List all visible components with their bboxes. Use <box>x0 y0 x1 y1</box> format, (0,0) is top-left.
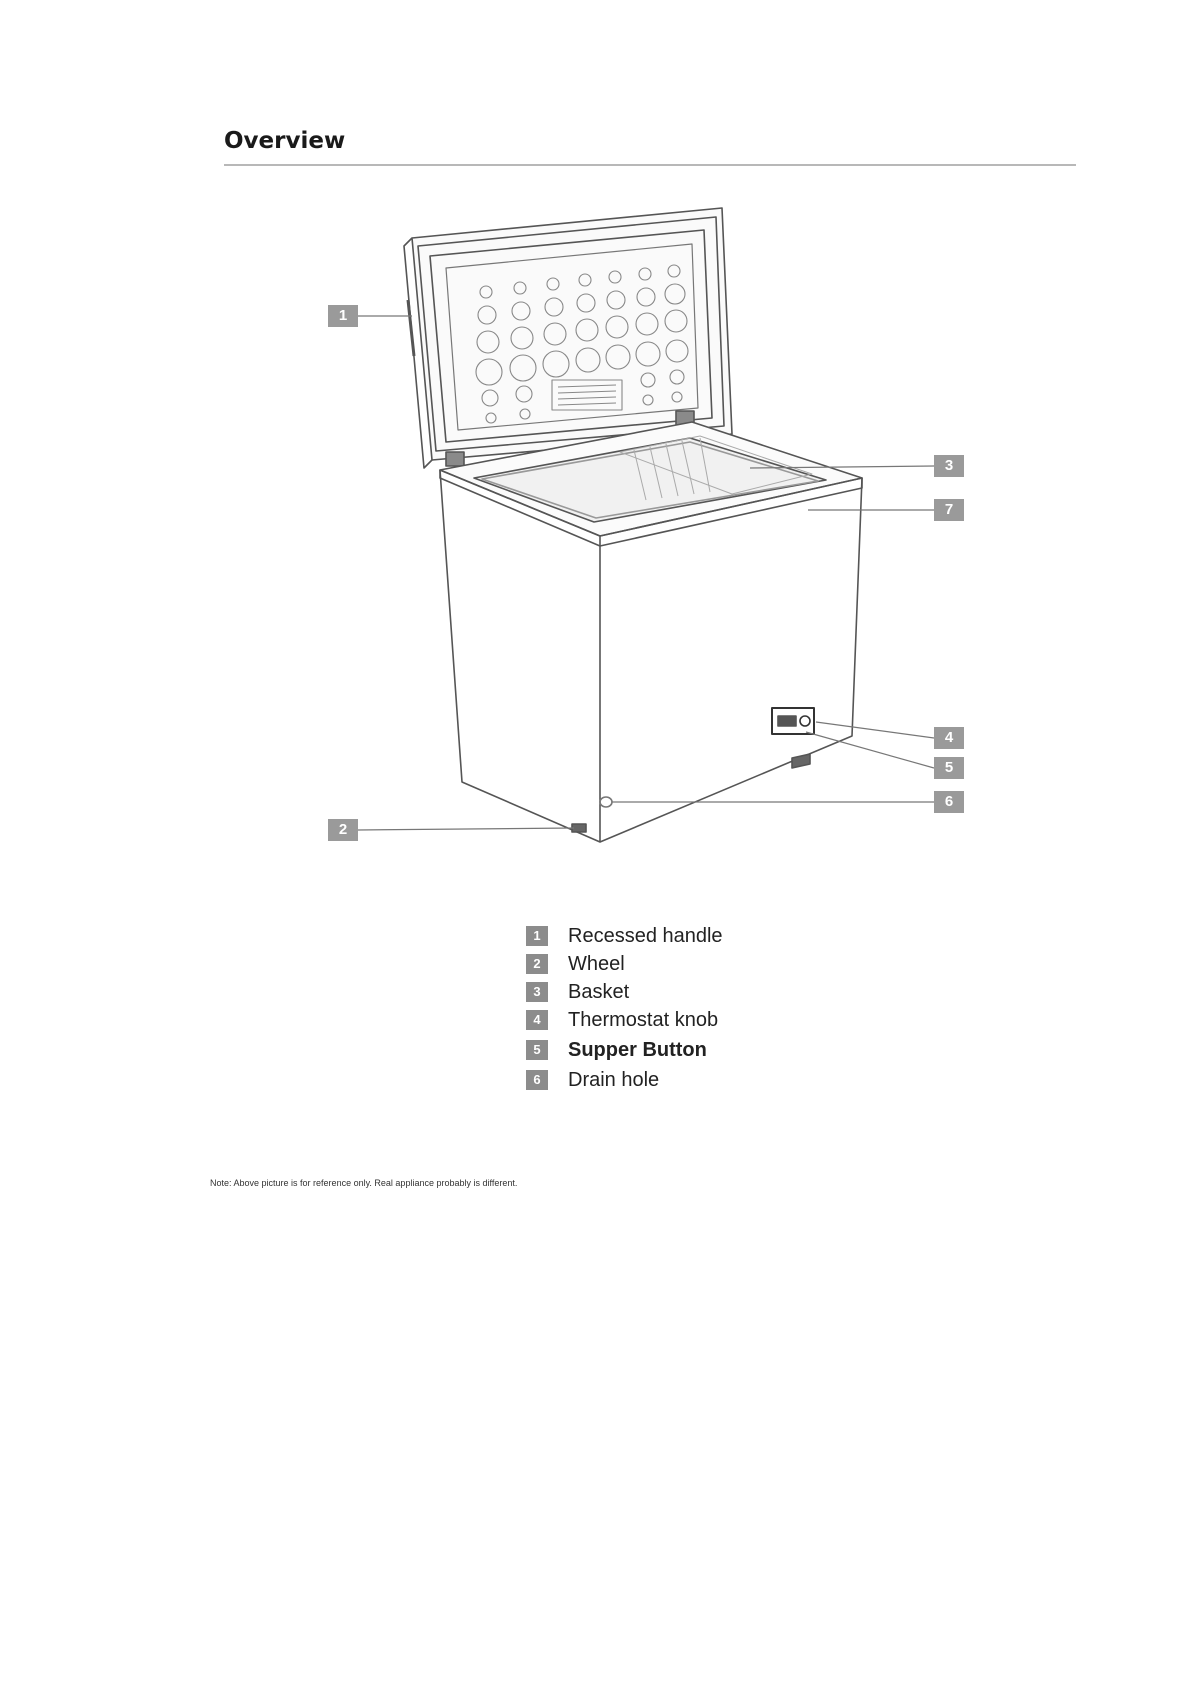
callout-6: 6 <box>934 791 964 813</box>
legend-label: Thermostat knob <box>568 1009 719 1031</box>
legend-item <box>526 924 826 950</box>
legend-item <box>526 980 826 1006</box>
legend-label: Wheel <box>568 953 625 975</box>
reference-note: Note: Above picture is for reference only. Real appliance probably is different. <box>210 1178 518 1188</box>
freezer-cabinet <box>440 422 862 842</box>
callout-3: 3 <box>934 455 964 477</box>
callout-2: 2 <box>328 819 358 841</box>
legend-label: Recessed handle <box>568 925 723 947</box>
callout-5: 5 <box>934 757 964 779</box>
legend-number: 6 <box>526 1070 548 1090</box>
legend-label: Drain hole <box>568 1069 660 1091</box>
legend-label: Basket <box>568 981 630 1003</box>
legend-item <box>526 1008 826 1034</box>
legend-number: 2 <box>526 954 548 974</box>
control-panel <box>772 708 814 734</box>
legend-number: 5 <box>526 1040 548 1060</box>
legend-item <box>526 1038 826 1064</box>
legend-item <box>526 1068 826 1094</box>
legend-label: Supper Button <box>568 1039 707 1061</box>
legend-number: 1 <box>526 926 548 946</box>
page-title: Overview <box>224 128 346 154</box>
callout-7: 7 <box>934 499 964 521</box>
callout-1: 1 <box>328 305 358 327</box>
legend-number: 4 <box>526 1010 548 1030</box>
callout-4: 4 <box>934 727 964 749</box>
legend-item <box>526 952 826 978</box>
legend-number: 3 <box>526 982 548 1002</box>
